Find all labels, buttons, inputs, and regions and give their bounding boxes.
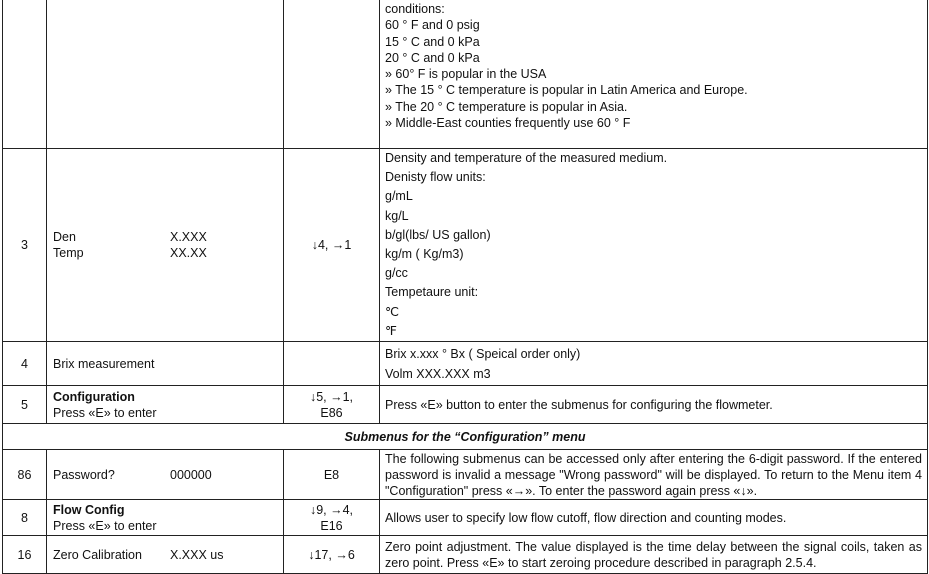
description-cell: Press «E» button to enter the submenus for configuring the flowmeter.	[380, 386, 928, 424]
display-cell	[47, 0, 284, 149]
display-value: 000000	[170, 467, 212, 482]
display-value: X.XXX	[170, 230, 207, 245]
display-value: X.XXX us	[170, 547, 224, 562]
display-cell	[47, 500, 284, 536]
description-line: Denisty flow units:	[385, 170, 486, 185]
menu-subtitle: Press «E» to enter	[53, 405, 157, 420]
description-line: kg/L	[385, 208, 409, 223]
table-row	[3, 536, 928, 574]
display-cell: Brix measurement	[47, 342, 284, 386]
navigation-cell	[284, 342, 380, 386]
menu-number-cell	[3, 0, 47, 149]
description-cell	[380, 342, 928, 386]
table-row	[3, 342, 928, 386]
description-line: g/mL	[385, 189, 413, 204]
table-row	[3, 450, 928, 500]
description-line: 60 ° F and 0 psig	[385, 18, 480, 33]
description-line: 15 ° C and 0 kPa	[385, 34, 480, 49]
navigation-cell: ↓17, →6	[284, 536, 380, 574]
description-line: » The 20 ° C temperature is popular in Asia.	[385, 99, 628, 114]
display-cell	[47, 149, 284, 342]
description-line: » The 15 ° C temperature is popular in Latin America and Europe.	[385, 83, 748, 98]
description-cell: The following submenus can be accessed only after entering the 6-digit password. If the entered password is invalid a message "Wrong password" will be displayed. To return to the Menu item 4 "Configuration" press «→». To enter the password again press «↓».	[380, 450, 928, 500]
navigation-cell: E8	[284, 450, 380, 500]
description-line: conditions:	[385, 2, 445, 16]
navigation-line: E86	[320, 405, 343, 420]
section-header: Submenus for the “Configuration” menu	[3, 424, 928, 450]
display-cell	[47, 536, 284, 574]
menu-number-cell: 86	[3, 450, 47, 500]
navigation-line: E16	[320, 518, 343, 533]
navigation-cell	[284, 500, 380, 536]
display-label: Zero Calibration	[53, 547, 142, 562]
table-row	[3, 386, 928, 424]
description-line: Volm XXX.XXX m3	[385, 366, 491, 381]
navigation-cell: ↓4, →1	[284, 149, 380, 342]
description-line: ℃	[385, 304, 400, 319]
display-label: Den	[53, 230, 76, 245]
description-line: 20 ° C and 0 kPa	[385, 50, 480, 65]
description-cell	[380, 149, 928, 342]
navigation-line: ↓5, →1,	[309, 389, 354, 404]
navigation-line: ↓9, →4,	[309, 502, 354, 517]
section-header-row	[3, 424, 928, 450]
description-line: Density and temperature of the measured medium.	[385, 151, 668, 165]
table-row	[3, 500, 928, 536]
menu-number-cell: 4	[3, 342, 47, 386]
navigation-cell	[284, 0, 380, 149]
display-label: Temp	[53, 246, 84, 261]
display-value: XX.XX	[170, 246, 207, 261]
menu-number-cell: 16	[3, 536, 47, 574]
description-line: Tempetaure unit:	[385, 285, 479, 300]
menu-number-cell: 5	[3, 386, 47, 424]
menu-subtitle: Press «E» to enter	[53, 518, 157, 533]
menu-title: Flow Config	[53, 502, 125, 517]
menu-table	[2, 0, 928, 574]
description-line: kg/m ( Kg/m3)	[385, 247, 464, 262]
display-cell	[47, 450, 284, 500]
menu-title: Configuration	[53, 389, 135, 404]
description-line: g/cc	[385, 266, 408, 281]
description-line: ℉	[385, 323, 397, 338]
description-line: » Middle-East counties frequently use 60 ° F	[385, 116, 631, 131]
table-row	[3, 0, 928, 149]
description-cell: Allows user to specify low flow cutoff, flow direction and counting modes.	[380, 500, 928, 536]
menu-number-cell: 8	[3, 500, 47, 536]
display-label: Password?	[53, 467, 115, 482]
table-row	[3, 149, 928, 342]
display-cell	[47, 386, 284, 424]
description-line: » 60° F is popular in the USA	[385, 67, 547, 82]
navigation-cell	[284, 386, 380, 424]
description-line: b/gl(lbs/ US gallon)	[385, 227, 491, 242]
description-line: Brix x.xxx ° Bx ( Speical order only)	[385, 346, 581, 361]
description-cell: Zero point adjustment. The value displayed is the time delay between the signal coils, taken as zero point. Press «E» to start zeroing procedure described in paragraph 2.5.4.	[380, 536, 928, 574]
description-cell	[380, 0, 928, 149]
menu-number-cell: 3	[3, 149, 47, 342]
